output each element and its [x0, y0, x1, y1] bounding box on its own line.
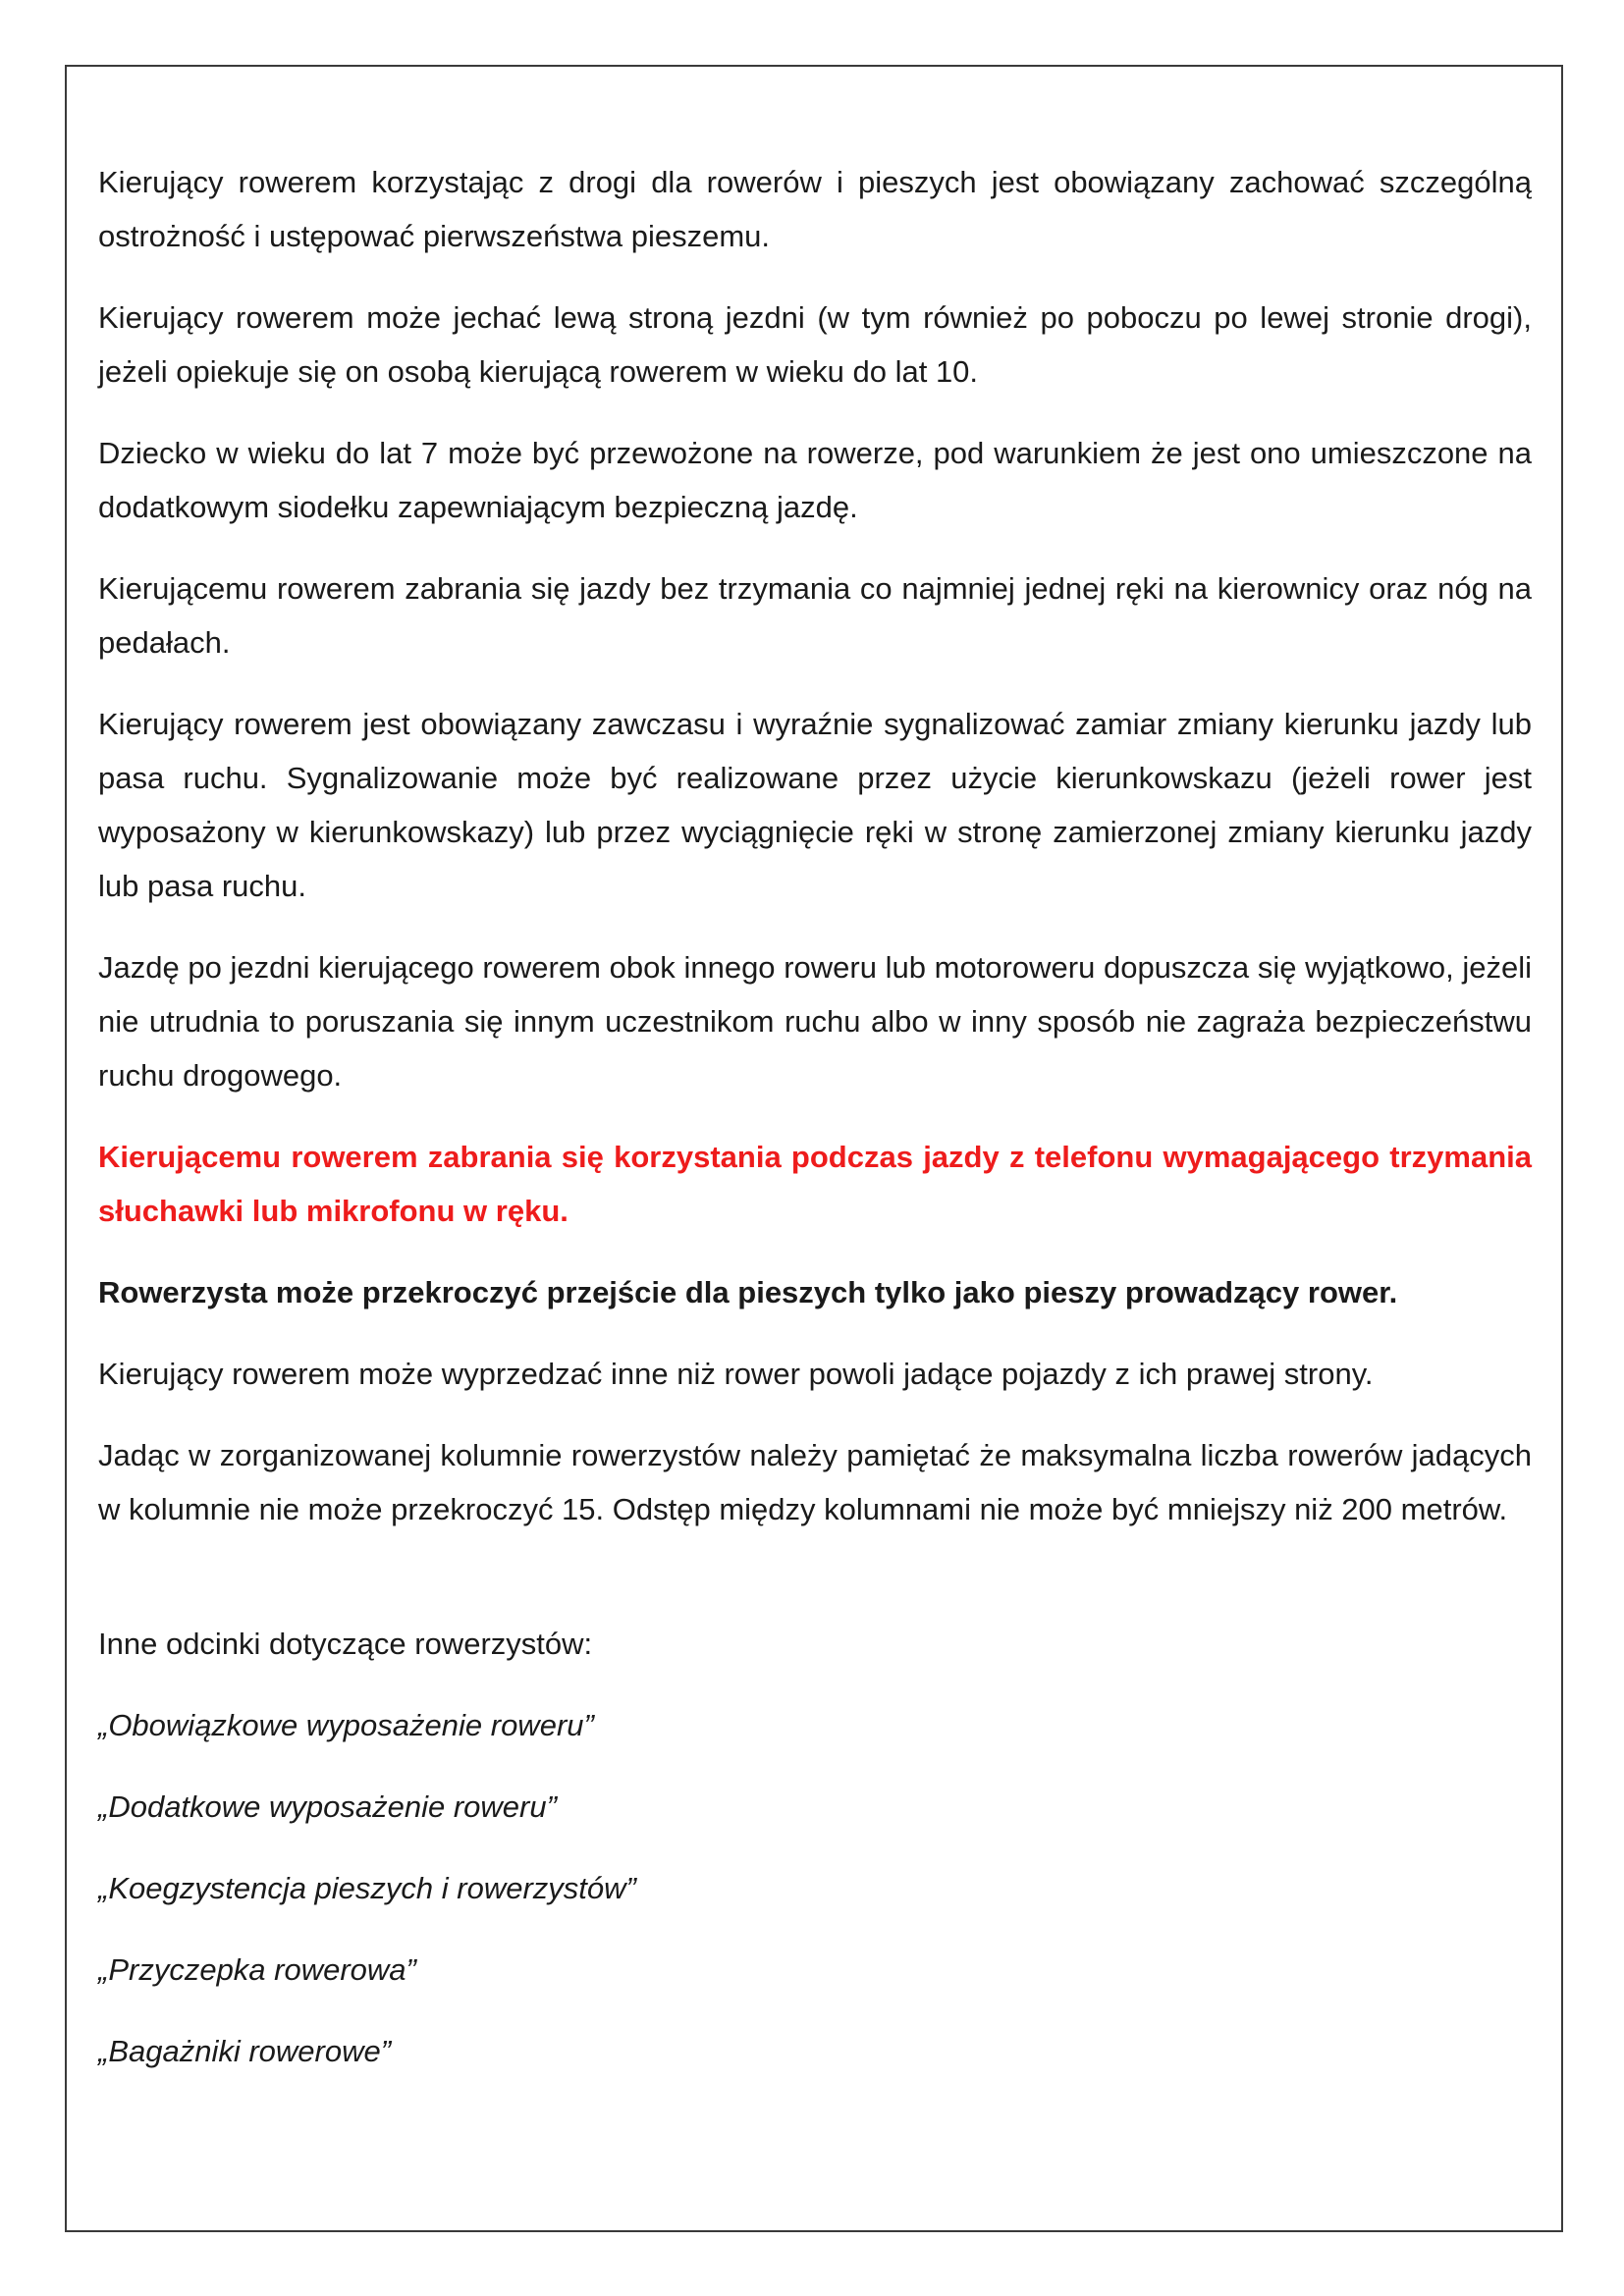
related-episode-item: „Bagażniki rowerowe” [98, 2034, 392, 2068]
related-episode-item: „Dodatkowe wyposażenie roweru” [98, 1789, 557, 1824]
document-body [98, 155, 1532, 2106]
section-spacer [98, 1564, 1532, 1617]
related-episode-item: „Koegzystencja pieszych i rowerzystów” [98, 1871, 636, 1905]
paragraph-phone-ban: Kierującemu rowerem zabrania się korzystania podczas jazdy z telefonu wymagającego trzymania słuchawki lub mikrofonu w ręku. [98, 1140, 1532, 1228]
paragraph-child-seat: Dziecko w wieku do lat 7 może być przewożone na rowerze, pod warunkiem że jest ono umieszczone na dodatkowym siodełku zapewniającym bezpieczną jazdę. [98, 436, 1532, 524]
paragraph-column-riding: Jadąc w zorganizowanej kolumnie rowerzystów należy pamiętać że maksymalna liczba rowerów jadących w kolumnie nie może przekroczyć 15. Odstęp między kolumnami nie może być mniejszy niż 200 metrów. [98, 1438, 1532, 1526]
paragraph-signalling: Kierujący rowerem jest obowiązany zawczasu i wyraźnie sygnalizować zamiar zmiany kierunku jazdy lub pasa ruchu. Sygnalizowanie może być realizowane przez użycie kierunkowskazu (jeżeli rower jest wyposażony w kierunkowskazy) lub przez wyciągnięcie ręki w stronę zamierzonej zmiany kierunku jazdy lub pasa ruchu. [98, 707, 1532, 903]
paragraph-overtaking: Kierujący rowerem może wyprzedzać inne niż rower powoli jadące pojazdy z ich prawej strony. [98, 1357, 1374, 1391]
related-episode-item: „Przyczepka rowerowa” [98, 1952, 416, 1987]
paragraph-hands-on-handlebar: Kierującemu rowerem zabrania się jazdy bez trzymania co najmniej jednej ręki na kierownicy oraz nóg na pedałach. [98, 571, 1532, 660]
paragraph-crosswalk: Rowerzysta może przekroczyć przejście dla pieszych tylko jako pieszy prowadzący rower. [98, 1275, 1398, 1309]
paragraph-side-by-side: Jazdę po jezdni kierującego rowerem obok innego roweru lub motoroweru dopuszcza się wyjątkowo, jeżeli nie utrudnia to poruszania się innym uczestnikom ruchu albo w inny sposób nie zagraża bezpieczeństwu ruchu drogowego. [98, 950, 1532, 1093]
related-episode-item: „Obowiązkowe wyposażenie roweru” [98, 1708, 594, 1742]
related-episodes-heading: Inne odcinki dotyczące rowerzystów: [98, 1627, 593, 1661]
paragraph-left-side-riding: Kierujący rowerem może jechać lewą stroną jezdni (w tym również po poboczu po lewej stronie drogi), jeżeli opiekuje się on osobą kierującą rowerem w wieku do lat 10. [98, 300, 1532, 389]
paragraph-cycle-path: Kierujący rowerem korzystając z drogi dla rowerów i pieszych jest obowiązany zachować szczególną ostrożność i ustępować pierwszeństwa pieszemu. [98, 165, 1532, 253]
